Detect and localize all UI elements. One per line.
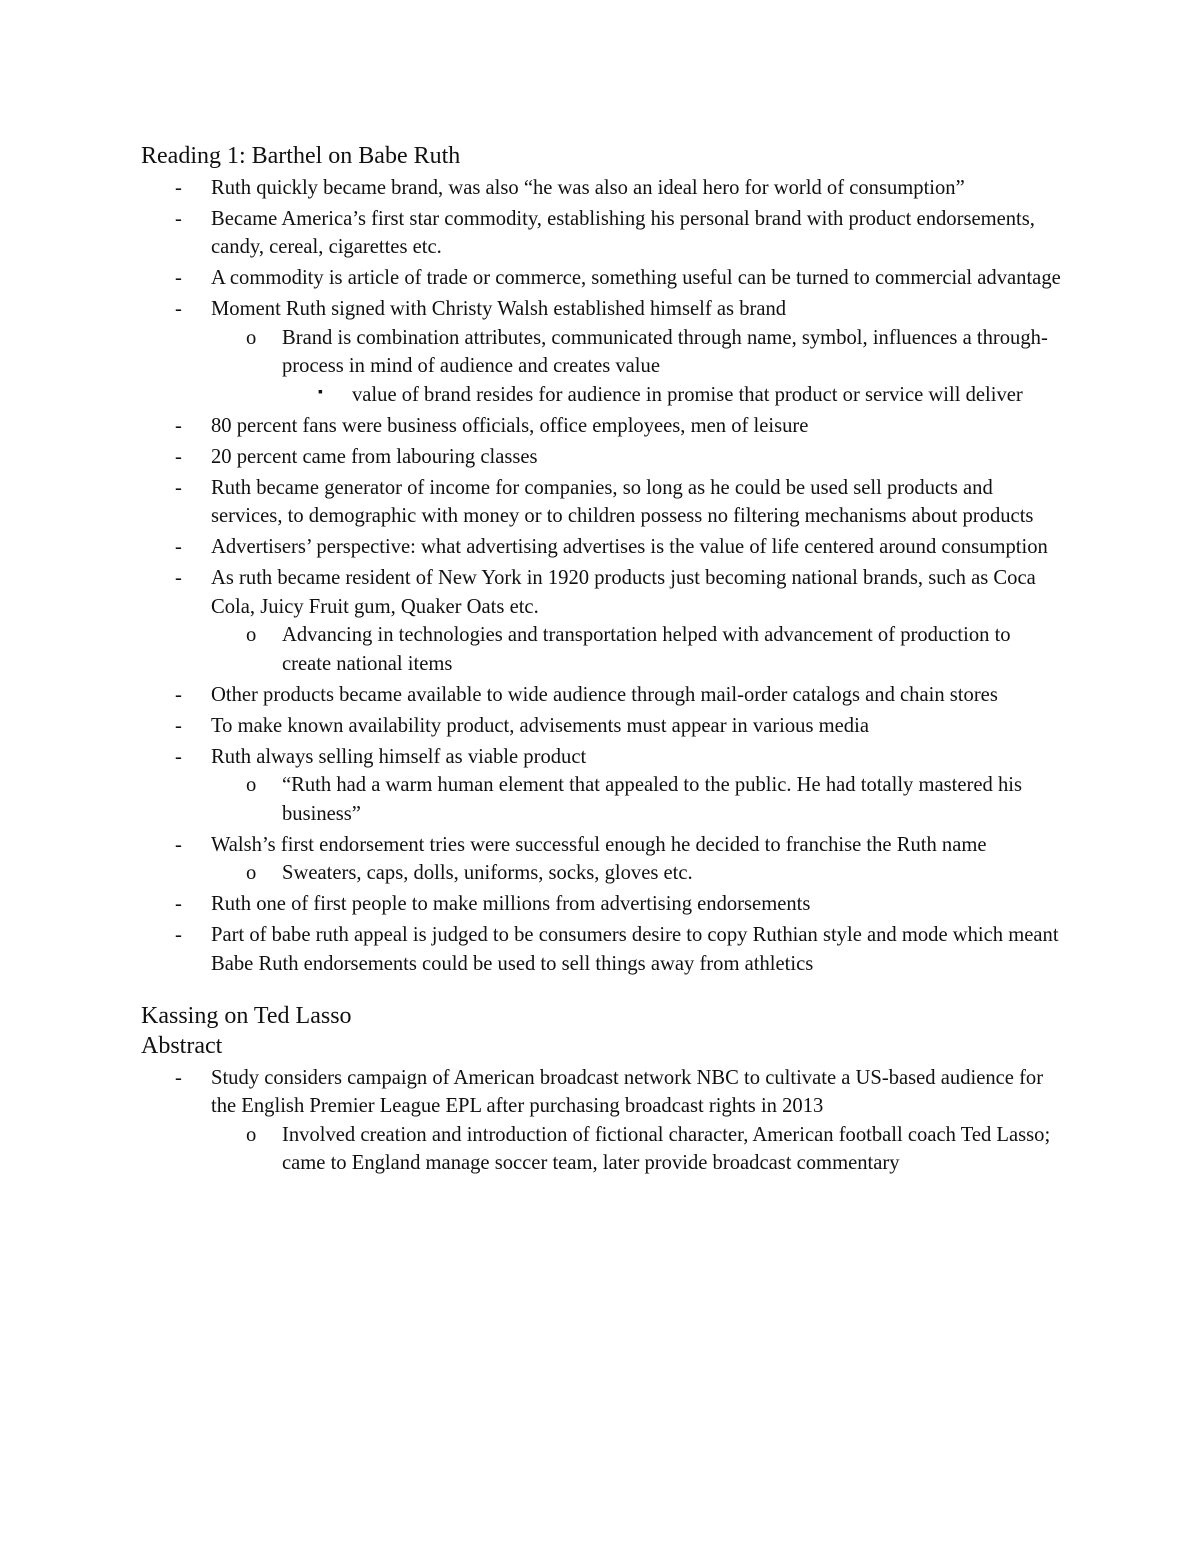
list-item-text: Part of babe ruth appeal is judged to be consumers desire to copy Ruthian style and mode which meant Babe Ruth endorsements could be used to sell things away from athletics xyxy=(211,924,1059,975)
list-item-text: Ruth always selling himself as viable product xyxy=(211,745,587,768)
list-item xyxy=(141,831,1061,888)
sub-list xyxy=(211,859,1061,888)
list-item xyxy=(141,681,1061,710)
list-item-text: 20 percent came from labouring classes xyxy=(211,445,538,468)
section-spacer xyxy=(141,978,1061,1001)
dash-marker: - xyxy=(175,445,182,468)
list-item-text: Advertisers’ perspective: what advertising advertises is the value of life centered around consumption xyxy=(211,536,1048,558)
sub-list xyxy=(211,1121,1061,1178)
sub-list-item-text: “Ruth had a warm human element that appealed to the public. He had totally mastered his business” xyxy=(282,774,1022,825)
square-marker: ▪ xyxy=(318,384,323,400)
list-item-text: Study considers campaign of American broadcast network NBC to cultivate a US-based audience for the English Premier League EPL after purchasing broadcast rights in 2013 xyxy=(211,1066,1044,1117)
bullet-list xyxy=(141,174,1061,979)
dash-marker: - xyxy=(175,893,182,915)
list-item-text: To make known availability product, advisements must appear in various media xyxy=(211,714,869,737)
dash-marker: - xyxy=(175,476,182,499)
dash-marker: - xyxy=(175,207,182,230)
circle-marker: o xyxy=(246,774,257,796)
sub-list xyxy=(211,324,1061,410)
sub-list-item-text: Sweaters, caps, dolls, uniforms, socks, gloves etc. xyxy=(282,862,693,884)
sub-list-item xyxy=(211,1121,1061,1178)
list-item xyxy=(141,443,1061,472)
list-item xyxy=(141,412,1061,441)
sub-list-item-text: Brand is combination attributes, communicated through name, symbol, influences a through-process in mind of audience and creates value xyxy=(282,326,1048,377)
dash-marker: - xyxy=(175,267,182,289)
sub-list-item xyxy=(211,859,1061,888)
list-item-text: A commodity is article of trade or commerce, something useful can be turned to commercial advantage xyxy=(211,267,1061,289)
sub-list-item xyxy=(211,324,1061,410)
sub-list xyxy=(211,621,1061,678)
list-item xyxy=(141,533,1061,562)
list-item-text: Other products became available to wide audience through mail-order catalogs and chain stores xyxy=(211,683,998,706)
list-item xyxy=(141,205,1061,262)
dash-marker: - xyxy=(175,176,182,199)
list-item xyxy=(141,743,1061,829)
bullet-list xyxy=(141,1064,1061,1178)
dash-marker: - xyxy=(175,683,182,706)
list-item xyxy=(141,474,1061,531)
dash-marker: - xyxy=(175,567,182,589)
dash-marker: - xyxy=(175,714,182,737)
list-item-text: Walsh’s first endorsement tries were successful enough he decided to franchise the Ruth name xyxy=(211,833,987,856)
sub-list-item xyxy=(211,621,1061,678)
sub-list-item-text: Involved creation and introduction of fictional character, American football coach Ted Lasso; came to England manage soccer team, later provide broadcast commentary xyxy=(282,1123,1051,1174)
section-heading-barthel: Reading 1: Barthel on Babe Ruth xyxy=(141,143,461,169)
section-subheading-abstract: Abstract xyxy=(141,1033,223,1059)
list-item-text: Ruth quickly became brand, was also “he was also an ideal hero for world of consumption” xyxy=(211,176,965,199)
list-item xyxy=(141,921,1061,978)
list-item xyxy=(141,264,1061,293)
list-item xyxy=(141,712,1061,741)
dash-marker: - xyxy=(175,1066,182,1089)
circle-marker: o xyxy=(246,624,257,646)
document-page xyxy=(141,141,1061,1178)
list-item xyxy=(141,564,1061,678)
circle-marker: o xyxy=(246,862,257,884)
list-item-text: 80 percent fans were business officials, office employees, men of leisure xyxy=(211,414,809,437)
dash-marker: - xyxy=(175,924,182,946)
sub-sub-list-item-text: value of brand resides for audience in promise that product or service will deliver xyxy=(352,383,1023,406)
list-item-text: Moment Ruth signed with Christy Walsh established himself as brand xyxy=(211,298,787,320)
sub-list xyxy=(211,771,1061,828)
list-item-text: Ruth one of first people to make millions from advertising endorsements xyxy=(211,893,811,915)
list-item-text: Became America’s first star commodity, establishing his personal brand with product endorsements, candy, cereal, cigarettes etc. xyxy=(211,207,1035,258)
sub-list-item-text: Advancing in technologies and transportation helped with advancement of production to create national items xyxy=(282,624,1011,675)
dash-marker: - xyxy=(175,833,182,856)
list-item xyxy=(141,1064,1061,1178)
circle-marker: o xyxy=(246,1123,257,1146)
list-item xyxy=(141,890,1061,919)
dash-marker: - xyxy=(175,414,182,437)
sub-list-item xyxy=(211,771,1061,828)
sub-sub-list xyxy=(282,381,1061,410)
section-heading-kassing: Kassing on Ted Lasso xyxy=(141,1003,352,1029)
dash-marker: - xyxy=(175,536,182,558)
list-item xyxy=(141,295,1061,409)
dash-marker: - xyxy=(175,745,182,768)
sub-sub-list-item xyxy=(282,381,1061,410)
dash-marker: - xyxy=(175,298,182,320)
list-item-text: As ruth became resident of New York in 1920 products just becoming national brands, such as Coca Cola, Juicy Fruit gum, Quaker Oats etc. xyxy=(211,567,1036,618)
list-item xyxy=(141,174,1061,203)
circle-marker: o xyxy=(246,326,257,349)
list-item-text: Ruth became generator of income for companies, so long as he could be used sell products and services, to demographic with money or to children possess no filtering mechanisms about products xyxy=(211,476,1034,527)
